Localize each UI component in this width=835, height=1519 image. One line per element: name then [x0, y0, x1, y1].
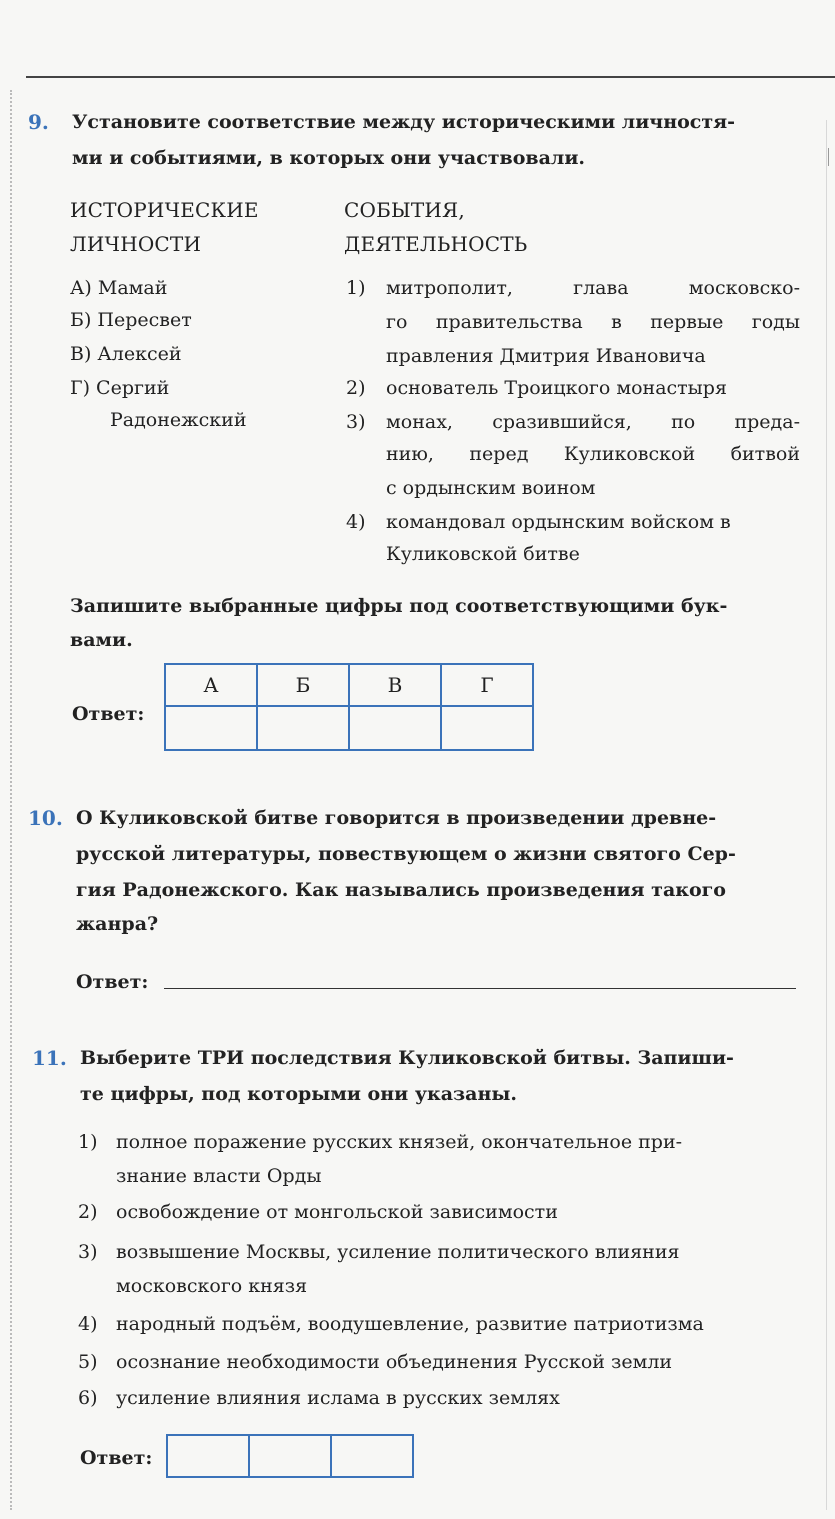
person-a [70, 272, 167, 304]
q11-number: 11. [32, 1046, 67, 1070]
person-name: Мамай [97, 277, 168, 299]
cut-line [10, 90, 12, 1510]
q11-option-1-line-2: знание власти Орды [116, 1165, 322, 1187]
event-2-num: 2) [346, 377, 366, 399]
q10-number: 10. [28, 806, 63, 830]
answer-header-a: А [165, 664, 257, 706]
q10-text-line-3: гия Радонежского. Как назывались произведения такого [76, 879, 726, 901]
q10-text-line-2: русской литературы, повествующем о жизни святого Сер- [76, 843, 736, 865]
q11-option-5-num: 5) [78, 1351, 98, 1373]
event-1-num: 1) [346, 277, 366, 299]
page-edge-mark [828, 148, 835, 166]
q11-option-2-line-1: освобождение от монгольской зависимости [116, 1201, 558, 1223]
q11-answer-cell-3[interactable] [331, 1435, 413, 1477]
q11-answer-boxes [166, 1434, 414, 1478]
q10-text-line-4: жанра? [76, 913, 159, 935]
answer-cell-a[interactable] [165, 706, 257, 750]
answer-cell-b[interactable] [257, 706, 349, 750]
q11-answer-cell-1[interactable] [167, 1435, 249, 1477]
q9-instruction-1: Запишите выбранные цифры под соответствующими бук- [70, 595, 728, 617]
person-letter: Г) [70, 377, 90, 399]
event-1-line-3: правления Дмитрия Ивановича [386, 345, 706, 367]
q11-answer-label: Ответ: [80, 1447, 153, 1469]
event-3-line-1: монах, сразившийся, по преда- [386, 411, 800, 433]
event-1-line-1: митрополит, глава московско- [386, 277, 800, 299]
person-v [70, 338, 182, 370]
person-g-name-cont: Радонежский [110, 409, 247, 431]
q9-answer-table [164, 663, 534, 751]
q11-option-6-line-1: усиление влияния ислама в русских землях [116, 1387, 560, 1409]
event-4-num: 4) [346, 511, 366, 533]
event-3-num: 3) [346, 411, 366, 433]
event-4-line-2: Куликовской битве [386, 543, 580, 565]
q11-option-3-num: 3) [78, 1241, 98, 1263]
q11-text-line-1: Выберите ТРИ последствия Куликовской битвы. Запиши- [80, 1047, 734, 1069]
person-b [70, 304, 192, 336]
event-3-line-2: нию, перед Куликовской битвой [386, 443, 800, 465]
page-edge [826, 120, 827, 1510]
q11-answer-cell-2[interactable] [249, 1435, 331, 1477]
q11-option-6-num: 6) [78, 1387, 98, 1409]
person-name: Пересвет [97, 309, 192, 331]
answer-cell-v[interactable] [349, 706, 441, 750]
q9-col2-header-1: СОБЫТИЯ, [344, 198, 465, 222]
q11-option-3-line-1: возвышение Москвы, усиление политического влияния [116, 1241, 680, 1263]
person-g [70, 372, 169, 404]
q10-answer-line[interactable] [164, 988, 796, 989]
q9-instruction-2: вами. [70, 629, 133, 651]
q11-option-4-num: 4) [78, 1313, 98, 1335]
q11-option-2-num: 2) [78, 1201, 98, 1223]
q10-text-line-1: О Куликовской битве говорится в произведении древне- [76, 807, 717, 829]
q11-option-4-line-1: народный подъём, воодушевление, развитие патриотизма [116, 1313, 704, 1335]
person-letter: А) [70, 277, 92, 299]
q10-answer-label: Ответ: [76, 971, 149, 993]
event-1-line-2: го правительства в первые годы [386, 311, 800, 333]
answer-header-b: Б [257, 664, 349, 706]
q9-col1-header-1: ИСТОРИЧЕСКИЕ [70, 198, 259, 222]
q11-option-1-num: 1) [78, 1131, 98, 1153]
event-4-line-1: командовал ордынским войском в [386, 511, 731, 533]
q9-text-line-2: ми и событиями, в которых они участвовали. [72, 147, 586, 169]
event-2-line-1: основатель Троицкого монастыря [386, 377, 727, 399]
q11-option-5-line-1: осознание необходимости объединения Русской земли [116, 1351, 673, 1373]
person-name: Сергий [96, 377, 170, 399]
person-name: Алексей [97, 343, 182, 365]
q11-option-3-line-2: московского князя [116, 1275, 308, 1297]
q9-col2-header-2: ДЕЯТЕЛЬНОСТЬ [344, 232, 528, 256]
q9-col1-header-2: ЛИЧНОСТИ [70, 232, 202, 256]
answer-header-g: Г [441, 664, 533, 706]
answer-cell-g[interactable] [441, 706, 533, 750]
event-3-line-3: с ордынским воином [386, 477, 596, 499]
answer-header-v: В [349, 664, 441, 706]
q9-answer-label: Ответ: [72, 703, 145, 725]
q11-text-line-2: те цифры, под которыми они указаны. [80, 1083, 518, 1105]
top-rule [26, 76, 835, 78]
q9-number: 9. [28, 110, 49, 134]
q9-text-line-1: Установите соответствие между историческими личностя- [72, 111, 736, 133]
q11-option-1-line-1: полное поражение русских князей, окончательное при- [116, 1131, 683, 1153]
person-letter: В) [70, 343, 92, 365]
person-letter: Б) [70, 309, 92, 331]
